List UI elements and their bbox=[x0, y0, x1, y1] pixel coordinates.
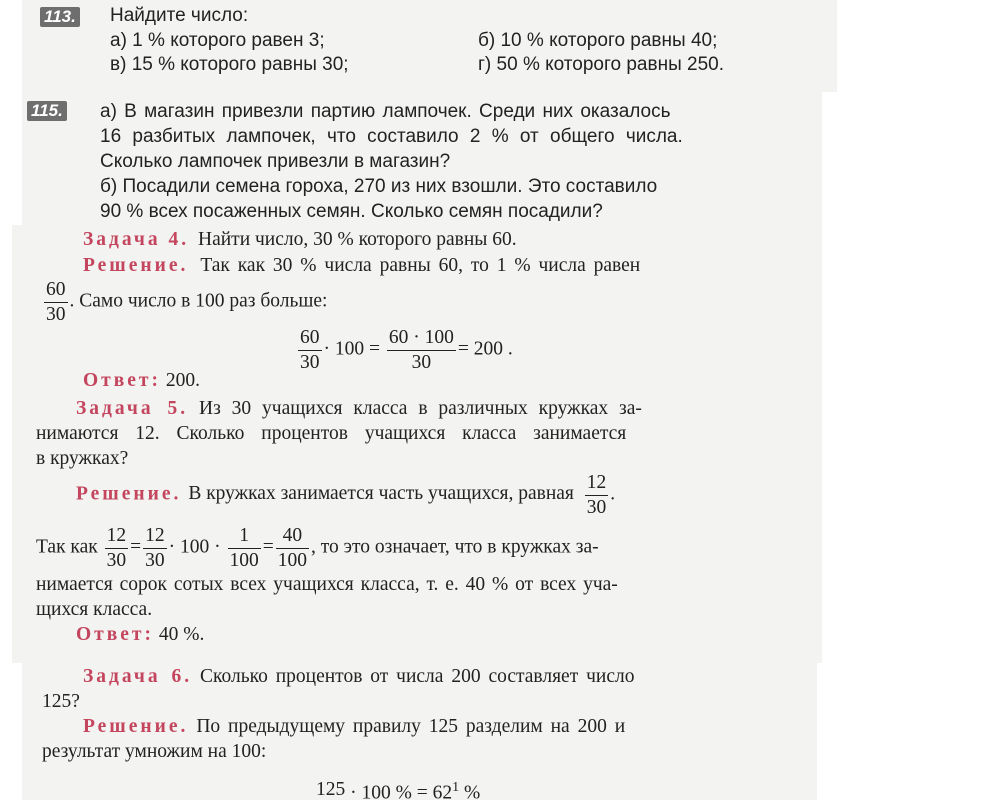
task-5-text: Из 30 учащихся класса в различных кружках за- bbox=[199, 398, 642, 419]
period: . bbox=[610, 483, 616, 505]
exercise-113-title: Найдите число: bbox=[110, 5, 249, 26]
fraction-60-30: $\frac{60}{30}$ bbox=[46, 279, 66, 325]
exercise-number-113: 113. bbox=[40, 7, 80, 27]
exercise-115-line: а) В магазин привезли партию лампочек. Среди них оказалось bbox=[100, 101, 671, 122]
exercise-115-line: 90 % всех посаженных семян. Сколько семян посадили? bbox=[100, 201, 603, 222]
eq-percent: % bbox=[464, 782, 481, 804]
answer-label: Ответ: bbox=[83, 370, 162, 391]
eq-numerator-125: 125 bbox=[316, 778, 346, 800]
fraction-12-30: $\frac{12}{30}$ bbox=[106, 525, 127, 571]
task-4-solution bbox=[83, 255, 640, 277]
fraction-6000-30: $\frac{60 \cdot 100}{30}$ bbox=[388, 327, 454, 373]
task-5-equation-line bbox=[36, 526, 599, 570]
task-5-text-line: нимается сорок сотых всех учащихся класса, т. е. 40 % от всех уча- bbox=[36, 574, 618, 595]
task-5-text-line: нимаются 12. Сколько процентов учащихся класса занимается bbox=[36, 423, 627, 444]
fraction-40-100: $\frac{40}{100}$ bbox=[277, 525, 307, 571]
task-4-answer-value: 200. bbox=[165, 370, 201, 391]
exercise-number-115: 115. bbox=[27, 101, 67, 121]
eq-suffix: , то это означает, что в кружках за- bbox=[311, 536, 599, 558]
task-6-text: Сколько процентов от числа 200 составляет число bbox=[200, 666, 635, 687]
exercise-113-item-g: г) 50 % которого равны 250. bbox=[478, 54, 724, 75]
eq-prefix: Так как bbox=[36, 536, 98, 558]
exercise-115-line: Сколько лампочек привезли в магазин? bbox=[100, 151, 451, 172]
task-6-label: Задача 6. bbox=[83, 666, 193, 687]
task-4-solution-cont bbox=[42, 280, 327, 324]
solution-label: Решение. bbox=[83, 255, 189, 276]
task-5-text-line: в кружках? bbox=[36, 448, 129, 469]
task-4-after-fraction: . Само число в 100 раз больше: bbox=[69, 290, 328, 312]
task-6-solution-text: По предыдущему правилу 125 разделим на 200 и bbox=[196, 716, 626, 737]
equation-mid: · 100 = bbox=[323, 338, 380, 360]
task-5-answer-value: 40 %. bbox=[158, 624, 205, 645]
fraction-12-30: $\frac{12}{30}$ bbox=[586, 472, 607, 518]
exercise-113-item-v: в) 15 % которого равны 30; bbox=[110, 54, 349, 75]
equals-sign: = bbox=[262, 536, 274, 558]
task-4-answer bbox=[83, 370, 200, 392]
equals-sign: = bbox=[130, 536, 142, 558]
eq-rest: · 100 % = 62 bbox=[350, 782, 453, 804]
task-5-solution bbox=[76, 473, 615, 517]
task-5-answer bbox=[76, 624, 204, 646]
answer-label: Ответ: bbox=[76, 624, 155, 645]
fraction-60-30: $\frac{60}{30}$ bbox=[300, 327, 320, 373]
task-5-label: Задача 5. bbox=[76, 398, 189, 419]
solution-label: Решение. bbox=[76, 483, 182, 505]
task-5-solution-text: В кружках занимается часть учащихся, равная bbox=[188, 483, 574, 505]
task-4-statement bbox=[83, 229, 517, 251]
exercise-115-line: 16 разбитых лампочек, что составило 2 % от общего числа. bbox=[100, 126, 683, 147]
equation-result: = 200 . bbox=[457, 338, 513, 360]
exercise-113-item-a: а) 1 % которого равен 3; bbox=[110, 30, 325, 51]
exercise-113-item-b: б) 10 % которого равны 40; bbox=[478, 30, 718, 51]
task-4-equation bbox=[296, 328, 513, 372]
task-4-label: Задача 4. bbox=[83, 229, 190, 250]
task-4-text: Найти число, 30 % которого равны 60. bbox=[198, 229, 517, 250]
fraction-1-100: $\frac{1}{100}$ bbox=[229, 525, 259, 571]
exercise-115-line: б) Посадили семена гороха, 270 из них взошли. Это составило bbox=[100, 176, 658, 197]
times-100: · 100 · bbox=[168, 536, 221, 558]
task-5-statement bbox=[76, 398, 642, 420]
eq-mixed-frac-num: 1 bbox=[452, 780, 460, 795]
task-6-text-line: 125? bbox=[42, 691, 80, 712]
task-5-text-line: щихся класса. bbox=[36, 599, 153, 620]
task-6-statement bbox=[83, 666, 635, 688]
task-6-solution bbox=[83, 716, 625, 738]
task-6-equation bbox=[316, 780, 480, 805]
solution-label: Решение. bbox=[83, 716, 189, 737]
fraction-12-30: $\frac{12}{30}$ bbox=[145, 525, 165, 571]
task-4-solution-text: Так как 30 % числа равны 60, то 1 % числа равен bbox=[200, 255, 641, 276]
task-6-text-line: результат умножим на 100: bbox=[42, 741, 267, 762]
